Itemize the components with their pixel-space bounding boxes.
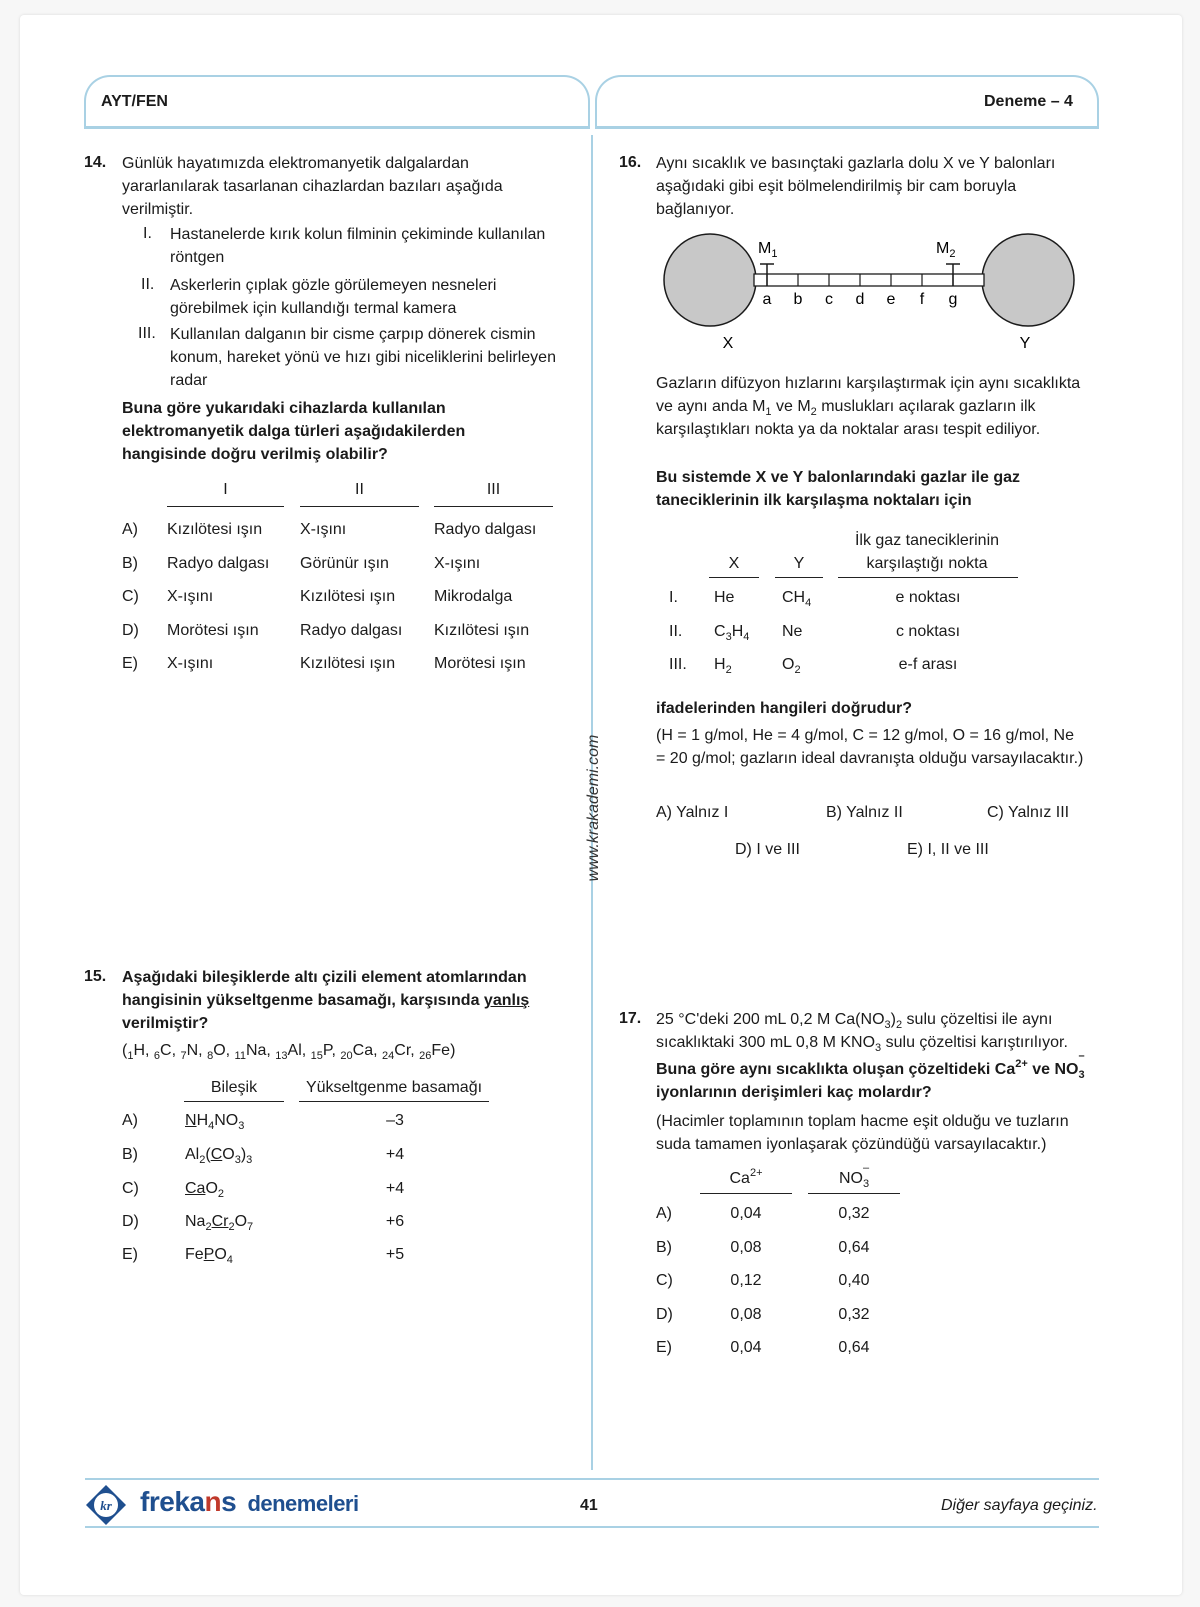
option-cell: X-ışını	[167, 588, 214, 605]
balloon-y-label: Y	[1019, 335, 1031, 352]
element-z: 13	[275, 1050, 288, 1062]
element-symbol: Ca	[352, 1042, 374, 1059]
q17-header-rule	[808, 1193, 900, 1194]
point-label: d	[855, 291, 865, 308]
point-label: b	[793, 291, 803, 308]
meeting-point: e noktası	[895, 589, 961, 606]
element-symbol: O	[213, 1042, 226, 1059]
element-symbol: Cr	[394, 1042, 411, 1059]
element-z: 11	[234, 1050, 246, 1062]
q14-item-text: Askerlerin çıplak gözle görülemeyen nesneleri görebilmek için kullandığı termal kamera	[170, 277, 497, 317]
element-symbol: H	[133, 1042, 146, 1059]
option-label: A)	[122, 521, 138, 538]
option-cell: Kızılötesi ışın	[300, 655, 396, 672]
q16-col-p2: karşılaştığı nokta	[866, 555, 988, 572]
option-cell: Morötesi ışın	[434, 655, 526, 672]
q14-item-num: I.	[143, 225, 152, 242]
q17-intro: 25 °C'deki 200 mL 0,2 M $Ca(NO_3)_2$ sulu çözeltisi ile aynı sıcaklıktaki 300 mL 0,8 M $KNO_3$ sulu çözeltisi karıştırılıyor.	[656, 1011, 1068, 1054]
option-cell: Radyo dalgası	[434, 521, 537, 538]
q14-col-header: III	[486, 481, 501, 498]
balloon-y	[982, 234, 1074, 326]
q16-header-rule	[775, 577, 823, 578]
option-cell: Radyo dalgası	[167, 555, 270, 572]
element-z: 26	[419, 1050, 432, 1062]
option-cell: X-ışını	[167, 655, 214, 672]
brand-logo-icon	[84, 1483, 128, 1527]
element-symbol: N	[186, 1042, 199, 1059]
element-symbol: P	[322, 1042, 332, 1059]
q15-col-oxidation: Yükseltgenme basamağı	[305, 1079, 483, 1096]
glass-tube	[754, 274, 984, 286]
option-label: B)	[122, 1146, 138, 1163]
element-symbol: Fe	[431, 1042, 451, 1059]
element-z: 8	[207, 1050, 214, 1062]
q15-question-underlined: yanlış	[483, 992, 530, 1009]
gas-y: Ne	[782, 623, 803, 640]
q16-choice-d[interactable]: D) I ve III	[735, 841, 800, 858]
element-symbol: C	[160, 1042, 172, 1059]
option-cell: Radyo dalgası	[300, 622, 403, 639]
valve-m2-label: $M_2$	[936, 240, 956, 260]
q15-header-rule	[184, 1101, 284, 1102]
next-page-note: Diğer sayfaya geçiniz.	[941, 1497, 1098, 1514]
gas-x: $H_2$	[714, 656, 732, 676]
meeting-point: e-f arası	[898, 656, 958, 673]
oxidation-value: +5	[385, 1246, 405, 1263]
option-label: D)	[122, 1213, 139, 1230]
compound-formula: $NH_4NO_3$	[185, 1112, 245, 1132]
q16-question: Bu sistemde X ve Y balonlarındaki gazlar ile gaz taneciklerinin ilk karşılaşma noktaları için	[656, 469, 1020, 509]
footer-bottom-rule	[85, 1526, 1099, 1528]
option-cell: Kızılötesi ışın	[167, 521, 263, 538]
ca-concentration: 0,12	[730, 1272, 762, 1289]
option-label: B)	[656, 1239, 672, 1256]
oxidation-value: –3	[386, 1112, 404, 1129]
option-cell: Kızılötesi ışın	[300, 588, 396, 605]
no3-concentration: 0,32	[838, 1306, 870, 1323]
ca-concentration: 0,04	[730, 1205, 762, 1222]
option-label: E)	[122, 655, 138, 672]
compound-formula: CaO$_2$	[185, 1180, 225, 1200]
point-label: a	[762, 291, 772, 308]
q16-col-y: Y	[793, 555, 805, 572]
q17-col-ca: $Ca^{2+}$	[729, 1167, 763, 1187]
option-cell: Mikrodalga	[434, 588, 513, 605]
option-label: A)	[656, 1205, 672, 1222]
q16-choice-b[interactable]: B) Yalnız II	[826, 804, 903, 821]
q17-question: Buna göre aynı sıcaklıkta oluşan çözeltideki $Ca^{2+}$ ve $NO_3$ iyonlarının derişimleri kaç molardır?	[656, 1058, 1085, 1101]
page-number: 41	[580, 1497, 598, 1514]
option-cell: X-ışını	[434, 555, 481, 572]
option-cell: Görünür ışın	[300, 555, 389, 572]
q14-header-rule	[167, 506, 284, 507]
brand-wordmark: frekans denemeleri	[140, 1486, 359, 1517]
balloon-x-label: X	[722, 335, 734, 352]
diffusion-apparatus-diagram	[660, 230, 1080, 360]
element-z: 20	[340, 1050, 353, 1062]
q16-col-x: X	[728, 555, 740, 572]
point-label: f	[919, 291, 925, 308]
no3-concentration: 0,40	[838, 1272, 870, 1289]
compound-formula: FePO$_4$	[185, 1246, 233, 1266]
wave-e-icon: e	[159, 1486, 175, 1517]
q16-choice-c[interactable]: C) Yalnız III	[987, 804, 1070, 821]
ca-concentration: 0,08	[730, 1306, 762, 1323]
q17-col-no3: $NO_3$	[838, 1170, 870, 1190]
q17-header-rule	[700, 1193, 792, 1194]
q14-item-text: Hastanelerde kırık kolun filminin çekiminde kullanılan röntgen	[170, 226, 546, 266]
gas-y: $CH_4$	[782, 589, 812, 609]
wave-n-icon: n	[204, 1486, 222, 1517]
meeting-point: c noktası	[895, 623, 961, 640]
q16-choice-a[interactable]: A) Yalnız I	[656, 804, 729, 821]
ca-concentration: 0,08	[730, 1239, 762, 1256]
oxidation-value: +4	[385, 1180, 405, 1197]
option-cell: X-ışını	[300, 521, 347, 538]
q16-header-rule	[709, 577, 759, 578]
gas-x: $C_3H_4$	[714, 623, 750, 643]
q14-item-num: III.	[138, 325, 156, 342]
q14-number: 14.	[84, 154, 107, 171]
q14-intro: Günlük hayatımızda elektromanyetik dalgalardan yararlanılarak tasarlanan cihazlardan bazıları aşağıda verilmiştir.	[122, 155, 503, 218]
q16-ask: ifadelerinden hangileri doğrudur?	[656, 700, 913, 717]
q15-question	[122, 966, 562, 1035]
footer-top-rule	[85, 1478, 1099, 1480]
statement-num: II.	[669, 623, 683, 640]
q16-col-p1: İlk gaz taneciklerinin	[854, 532, 1000, 549]
point-label: g	[948, 291, 958, 308]
q16-number: 16.	[619, 154, 642, 171]
no3-concentration: 0,64	[838, 1239, 870, 1256]
statement-num: I.	[669, 589, 678, 606]
svg-text:kr: kr	[100, 1498, 112, 1513]
q16-paragraph: Gazların difüzyon hızlarını karşılaştırmak için aynı sıcaklıkta ve aynı anda $M_1$ ve $M_2$ muslukları açılarak gazların ilk karşılaştıkları nokta ya da noktalar arası tespit ediliyor.	[656, 375, 1081, 438]
element-z: 1	[127, 1050, 134, 1062]
element-symbol: Na	[245, 1042, 267, 1059]
option-label: B)	[122, 555, 138, 572]
gas-y: $O_2$	[782, 656, 801, 676]
q15-element-list: ($_1H$, $_6$C, $_7$N, $_8$O, $_{11}$Na, $_{13}$Al, $_{15}$P, $_{20}$Ca, $_{24}$Cr, $_{26}$Fe)	[122, 1042, 456, 1062]
no3-concentration: 0,64	[838, 1339, 870, 1356]
q15-col-compound: Bileşik	[210, 1079, 258, 1096]
option-label: C)	[122, 1180, 139, 1197]
option-cell: Morötesi ışın	[167, 622, 259, 639]
option-label: E)	[122, 1246, 138, 1263]
q15-header-rule	[299, 1101, 489, 1102]
q14-item-text: Kullanılan dalganın bir cisme çarpıp dönerek cismin konum, hareket yönü ve hızı gibi niceliklerini belirleyen radar	[170, 326, 556, 389]
option-label: A)	[122, 1112, 138, 1129]
option-label: D)	[122, 622, 139, 639]
balloon-x	[664, 234, 756, 326]
header-subject: AYT/FEN	[101, 93, 168, 110]
point-label: c	[825, 291, 833, 308]
valve-m1-label: $M_1$	[758, 240, 778, 260]
element-z: 6	[153, 1050, 161, 1062]
element-z: 15	[310, 1050, 323, 1062]
q15-question-part2: verilmiştir?	[122, 1015, 209, 1032]
option-label: D)	[656, 1306, 673, 1323]
element-symbol: Al	[287, 1042, 302, 1059]
q14-header-rule	[434, 506, 553, 507]
point-label: e	[886, 291, 896, 308]
q17-note: (Hacimler toplamının toplam hacme eşit olduğu ve tuzların suda tamamen iyonlaşarak çözündüğü varsayılacaktır.)	[656, 1113, 1069, 1153]
oxidation-value: +4	[385, 1146, 405, 1163]
statement-num: III.	[669, 656, 687, 673]
q17-number: 17.	[619, 1010, 642, 1027]
gas-x: He	[714, 589, 735, 606]
q14-col-header: I	[223, 481, 228, 498]
q14-item-num: II.	[141, 276, 155, 293]
oxidation-value: +6	[385, 1213, 405, 1230]
element-z: 7	[180, 1050, 187, 1062]
option-label: C)	[122, 588, 139, 605]
q15-number: 15.	[84, 968, 107, 985]
option-label: C)	[656, 1272, 673, 1289]
compound-formula: $Na_2Cr_2O_7$	[185, 1213, 254, 1233]
q16-note: (H = 1 g/mol, He = 4 g/mol, C = 12 g/mol, O = 16 g/mol, Ne = 20 g/mol; gazların ideal davranışta olduğu varsayılacaktır.)	[656, 727, 1084, 767]
ca-concentration: 0,04	[730, 1339, 762, 1356]
q14-header-rule	[300, 506, 419, 507]
option-label: E)	[656, 1339, 672, 1356]
watermark: www.krakademi.com	[585, 734, 602, 882]
q14-col-header: II	[355, 481, 364, 498]
header-exam-number: Deneme – 4	[984, 93, 1073, 110]
q15-question-part1: Aşağıdaki bileşiklerde altı çizili element atomlarından hangisinin yükseltgenme basamağı, karşısında	[122, 969, 527, 1009]
q16-intro: Aynı sıcaklık ve basınçtaki gazlarla dolu X ve Y balonları aşağıdaki gibi eşit bölmelendirilmiş bir cam boruyla bağlanıyor.	[656, 155, 1056, 218]
compound-formula: $Al_2(CO_3)_3$	[185, 1146, 253, 1166]
option-cell: Kızılötesi ışın	[434, 622, 530, 639]
no3-concentration: 0,32	[838, 1205, 870, 1222]
q16-choice-e[interactable]: E) I, II ve III	[907, 841, 989, 858]
element-z: 24	[382, 1050, 395, 1062]
q14-question: Buna göre yukarıdaki cihazlarda kullanılan elektromanyetik dalga türleri aşağıdakilerden hangisinde doğru verilmiş olabilir?	[122, 400, 466, 463]
q16-header-rule	[838, 577, 1018, 578]
